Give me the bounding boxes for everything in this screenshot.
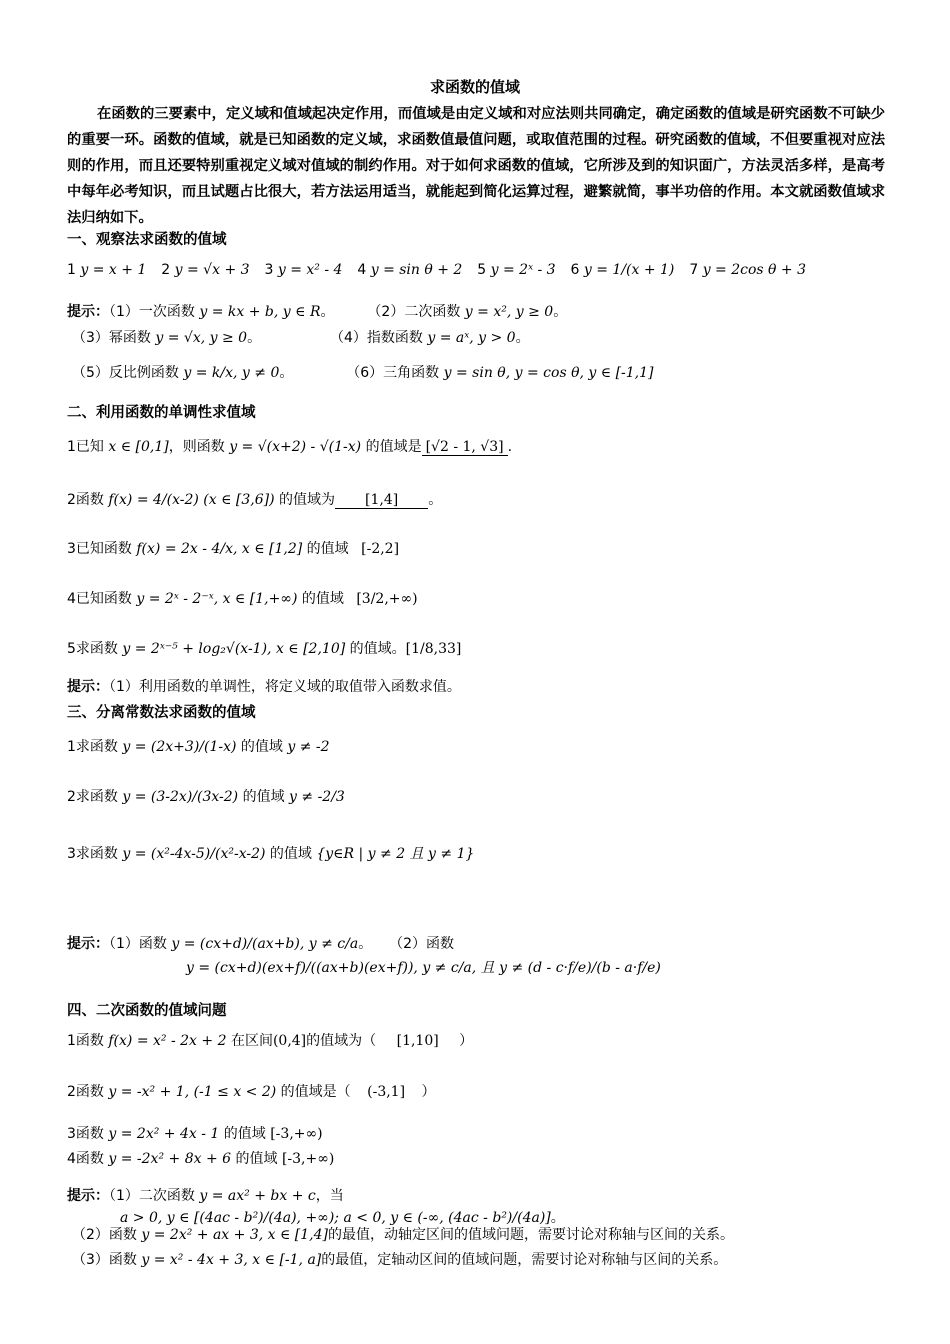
section-4-item-1: [67, 1030, 473, 1050]
hint-end: 。: [247, 330, 262, 346]
item-number: 1: [67, 439, 76, 455]
hint-formula: y = kx + b, y ∈ R: [199, 304, 321, 320]
item-text: 函数: [75, 1033, 104, 1049]
example-formula: y = √x + 3: [174, 262, 250, 278]
hint-text: 的最值，动轴定区间的值域问题，需要讨论对称轴与区间的关系。: [328, 1227, 734, 1243]
section-4-item-3: [67, 1123, 323, 1143]
item-text: 的值域是: [365, 439, 422, 455]
hint-end: 。: [320, 304, 335, 320]
example-formula: y = x + 1: [80, 262, 147, 278]
example-formula: y = 2ˣ - 3: [490, 262, 556, 278]
hint-label: 提示：: [67, 304, 109, 320]
item-text: 已知: [75, 439, 104, 455]
section-4-hint-3: [72, 1249, 727, 1269]
hint-formula: y = √x, y ≥ 0: [155, 330, 248, 346]
item-number: 2: [67, 1084, 76, 1100]
item-answer: y ≠ -2/3: [289, 789, 345, 805]
item-answer: [1,10]: [396, 1033, 439, 1049]
item-text: 在区间: [230, 1033, 273, 1049]
hint-text: （3）幂函数: [72, 330, 151, 346]
section-3-item-3: [67, 843, 474, 863]
section-2-hint: [67, 676, 461, 696]
item-answer: {y∈R | y ≠ 2 且 y ≠ 1}: [316, 846, 475, 862]
item-answer: [-2,2]: [361, 541, 400, 557]
item-text: 的值域为: [279, 492, 336, 508]
item-formula: y = -x² + 1, (-1 ≤ x < 2): [108, 1084, 277, 1100]
item-number: 4: [67, 1151, 76, 1167]
hint-text: （6）三角函数: [346, 365, 440, 381]
section-4-hint-2: [72, 1224, 734, 1244]
hint-text: （5）反比例函数: [72, 365, 179, 381]
item-answer: [1/8,33]: [405, 641, 462, 657]
example-number: 5: [477, 262, 487, 278]
hint-end: 。: [550, 1210, 565, 1226]
example-number: 6: [570, 262, 580, 278]
item-text: 的值域。: [349, 641, 406, 657]
hint-label: 提示：: [67, 1188, 109, 1204]
item-number: 1: [67, 739, 76, 755]
hint-formula: y = 2x² + ax + 3, x ∈ [1,4]: [141, 1227, 328, 1243]
item-text: 函数: [75, 1151, 104, 1167]
hint-text: （2）函数: [389, 936, 455, 952]
answer-blank: [335, 492, 428, 509]
item-formula: f(x) = x² - 2x + 2: [108, 1033, 227, 1049]
item-end: ）: [421, 1084, 436, 1100]
answer-blank: [422, 439, 508, 456]
item-formula: y = 2ˣ - 2⁻ˣ, x ∈ [1,+∞): [136, 591, 298, 607]
item-formula: f(x) = 4/(x-2) (x ∈ [3,6]): [108, 492, 275, 508]
section-3-heading: 三、分离常数法求函数的值域: [67, 705, 256, 721]
intro-paragraph: 在函数的三要素中，定义域和值域起决定作用，而值域是由定义域和对应法则共同确定，确定函数的值域是研究函数不可缺少的重要一环。函数的值域，就是已知函数的定义域，求函数值最值问题，或取值范围的过程。研究函数的值域，不但要重视对应法则的作用，而且还要特别重视定义域对值域的制约作用。对于如何求函数的值域，它所涉及到的知识面广，方法灵活多样，是高考中每年必考知识，而且试题占比很大，若方法运用适当，就能起到简化运算过程，避繁就简，事半功倍的作用。本文就函数值域求法归纳如下。: [67, 106, 885, 226]
hint-formula: y = x² - 4x + 3, x ∈ [-1, a]: [141, 1252, 322, 1268]
item-text: 的值域: [223, 1126, 266, 1142]
example-formula: y = 1/(x + 1): [583, 262, 675, 278]
item-answer: [√2 - 1, √3]: [425, 439, 504, 455]
hint-formula: y = ax² + bx + c: [199, 1188, 316, 1204]
item-condition: (0,4]: [272, 1033, 307, 1049]
item-formula: y = (x²-4x-5)/(x²-x-2): [122, 846, 266, 862]
section-3-item-2: [67, 786, 345, 806]
example-number: 2: [161, 262, 171, 278]
hint-end: 。: [515, 330, 530, 346]
item-formula: y = 2ˣ⁻⁵ + log₂√(x-1), x ∈ [2,10]: [122, 641, 346, 657]
example-number: 7: [689, 262, 699, 278]
item-text: 的值域: [240, 739, 283, 755]
section-2-item-2: [67, 489, 442, 509]
item-condition: x ∈ [0,1]: [108, 439, 169, 455]
item-text: 的值域是（: [280, 1084, 351, 1100]
item-text: 的值域: [269, 846, 312, 862]
item-answer: (-3,1]: [367, 1084, 406, 1100]
item-text: 求函数: [75, 641, 118, 657]
hint-text: （1）函数: [109, 936, 167, 952]
item-end: 。: [428, 492, 443, 508]
item-answer: [-3,+∞): [270, 1126, 323, 1142]
hint-text: （1）二次函数: [109, 1188, 195, 1204]
item-number: 5: [67, 641, 76, 657]
section-3-hint-2-formula: [186, 957, 661, 977]
item-formula: f(x) = 2x - 4/x, x ∈ [1,2]: [136, 541, 303, 557]
item-number: 2: [67, 492, 76, 508]
item-answer: y ≠ -2: [287, 739, 330, 755]
item-text: 已知函数: [75, 591, 132, 607]
hint-text: （2）函数: [72, 1227, 137, 1243]
hint-label: 提示：: [67, 936, 109, 952]
item-end: .: [507, 439, 513, 455]
item-text: 的值域: [301, 591, 344, 607]
hint-end: 。: [358, 936, 373, 952]
hint-formula: y = (cx+d)/(ax+b), y ≠ c/a: [171, 936, 359, 952]
hint-end: 。: [279, 365, 294, 381]
item-text: ，则函数: [168, 439, 225, 455]
item-number: 4: [67, 591, 76, 607]
section-1-examples: [67, 262, 806, 278]
example-formula: y = sin θ + 2: [370, 262, 463, 278]
example-formula: y = 2cos θ + 3: [702, 262, 807, 278]
item-text: 求函数: [75, 789, 118, 805]
section-3-hint: [67, 933, 454, 953]
item-answer: [1,4]: [365, 492, 399, 508]
hint-formula: y = sin θ, y = cos θ, y ∈ [-1,1]: [443, 365, 654, 381]
section-4-item-2: [67, 1081, 436, 1101]
section-1-heading: 一、观察法求函数的值域: [67, 232, 227, 248]
hint-formula: y = (cx+d)(ex+f)/((ax+b)(ex+f)), y ≠ c/a, 且 y ≠ (d - c·f/e)/(b - a·f/e): [186, 960, 661, 976]
section-3-item-1: [67, 736, 330, 756]
example-number: 4: [357, 262, 367, 278]
section-4-item-4: [67, 1148, 334, 1168]
example-number: 3: [264, 262, 274, 278]
item-number: 1: [67, 1033, 76, 1049]
hint-end: 。: [553, 304, 568, 320]
item-formula: y = (3-2x)/(3x-2): [122, 789, 239, 805]
item-answer: [3/2,+∞): [356, 591, 418, 607]
section-1-hint-row-1: [67, 301, 567, 321]
example-formula: y = x² - 4: [277, 262, 343, 278]
hint-formula: y = aˣ, y > 0: [427, 330, 516, 346]
hint-text: （4）指数函数: [330, 330, 423, 346]
item-end: ）: [459, 1033, 474, 1049]
item-text: 求函数: [75, 846, 118, 862]
item-text: 的值域: [242, 789, 285, 805]
hint-text: ，当: [315, 1188, 344, 1204]
item-number: 3: [67, 541, 76, 557]
section-4-heading: 四、二次函数的值域问题: [67, 1003, 227, 1019]
item-formula: y = (2x+3)/(1-x): [122, 739, 237, 755]
hint-label: 提示：: [67, 679, 109, 695]
item-text: 函数: [75, 492, 104, 508]
item-text: 求函数: [75, 739, 118, 755]
item-text: 的值域为（: [306, 1033, 377, 1049]
hint-formula: y = k/x, y ≠ 0: [183, 365, 280, 381]
hint-text: （1）一次函数: [109, 304, 195, 320]
item-text: 的值域: [306, 541, 349, 557]
hint-formula: a > 0, y ∈ [(4ac - b²)/(4a), +∞); a < 0, y ∈ (-∞, (4ac - b²)/(4a)]: [120, 1210, 551, 1226]
item-text: 已知函数: [75, 541, 132, 557]
section-1-hint-row-3: [72, 362, 654, 382]
example-number: 1: [67, 262, 76, 278]
item-number: 3: [67, 846, 76, 862]
item-formula: y = √(x+2) - √(1-x): [229, 439, 362, 455]
section-2-heading: 二、利用函数的单调性求值域: [67, 405, 256, 421]
item-text: 函数: [75, 1084, 104, 1100]
section-4-hint-1: [67, 1185, 344, 1205]
section-1-hint-row-2: [72, 327, 530, 347]
item-formula: y = -2x² + 8x + 6: [108, 1151, 232, 1167]
hint-text: （1）利用函数的单调性，将定义域的取值带入函数求值。: [109, 679, 461, 695]
hint-text: 的最值，定轴动区间的值域问题，需要讨论对称轴与区间的关系。: [321, 1252, 728, 1268]
section-2-item-3: [67, 538, 399, 558]
section-2-item-4: [67, 588, 418, 608]
item-text: 的值域: [235, 1151, 278, 1167]
item-answer: [-3,+∞): [281, 1151, 335, 1167]
page-title: 求函数的值域: [429, 78, 520, 96]
hint-text: （3）函数: [72, 1252, 137, 1268]
hint-formula: y = x², y ≥ 0: [464, 304, 554, 320]
item-formula: y = 2x² + 4x - 1: [108, 1126, 220, 1142]
section-2-item-5: [67, 638, 461, 658]
hint-text: （2）二次函数: [367, 304, 461, 320]
item-number: 3: [67, 1126, 76, 1142]
section-2-item-1: [67, 436, 512, 456]
item-number: 2: [67, 789, 76, 805]
item-text: 函数: [75, 1126, 104, 1142]
